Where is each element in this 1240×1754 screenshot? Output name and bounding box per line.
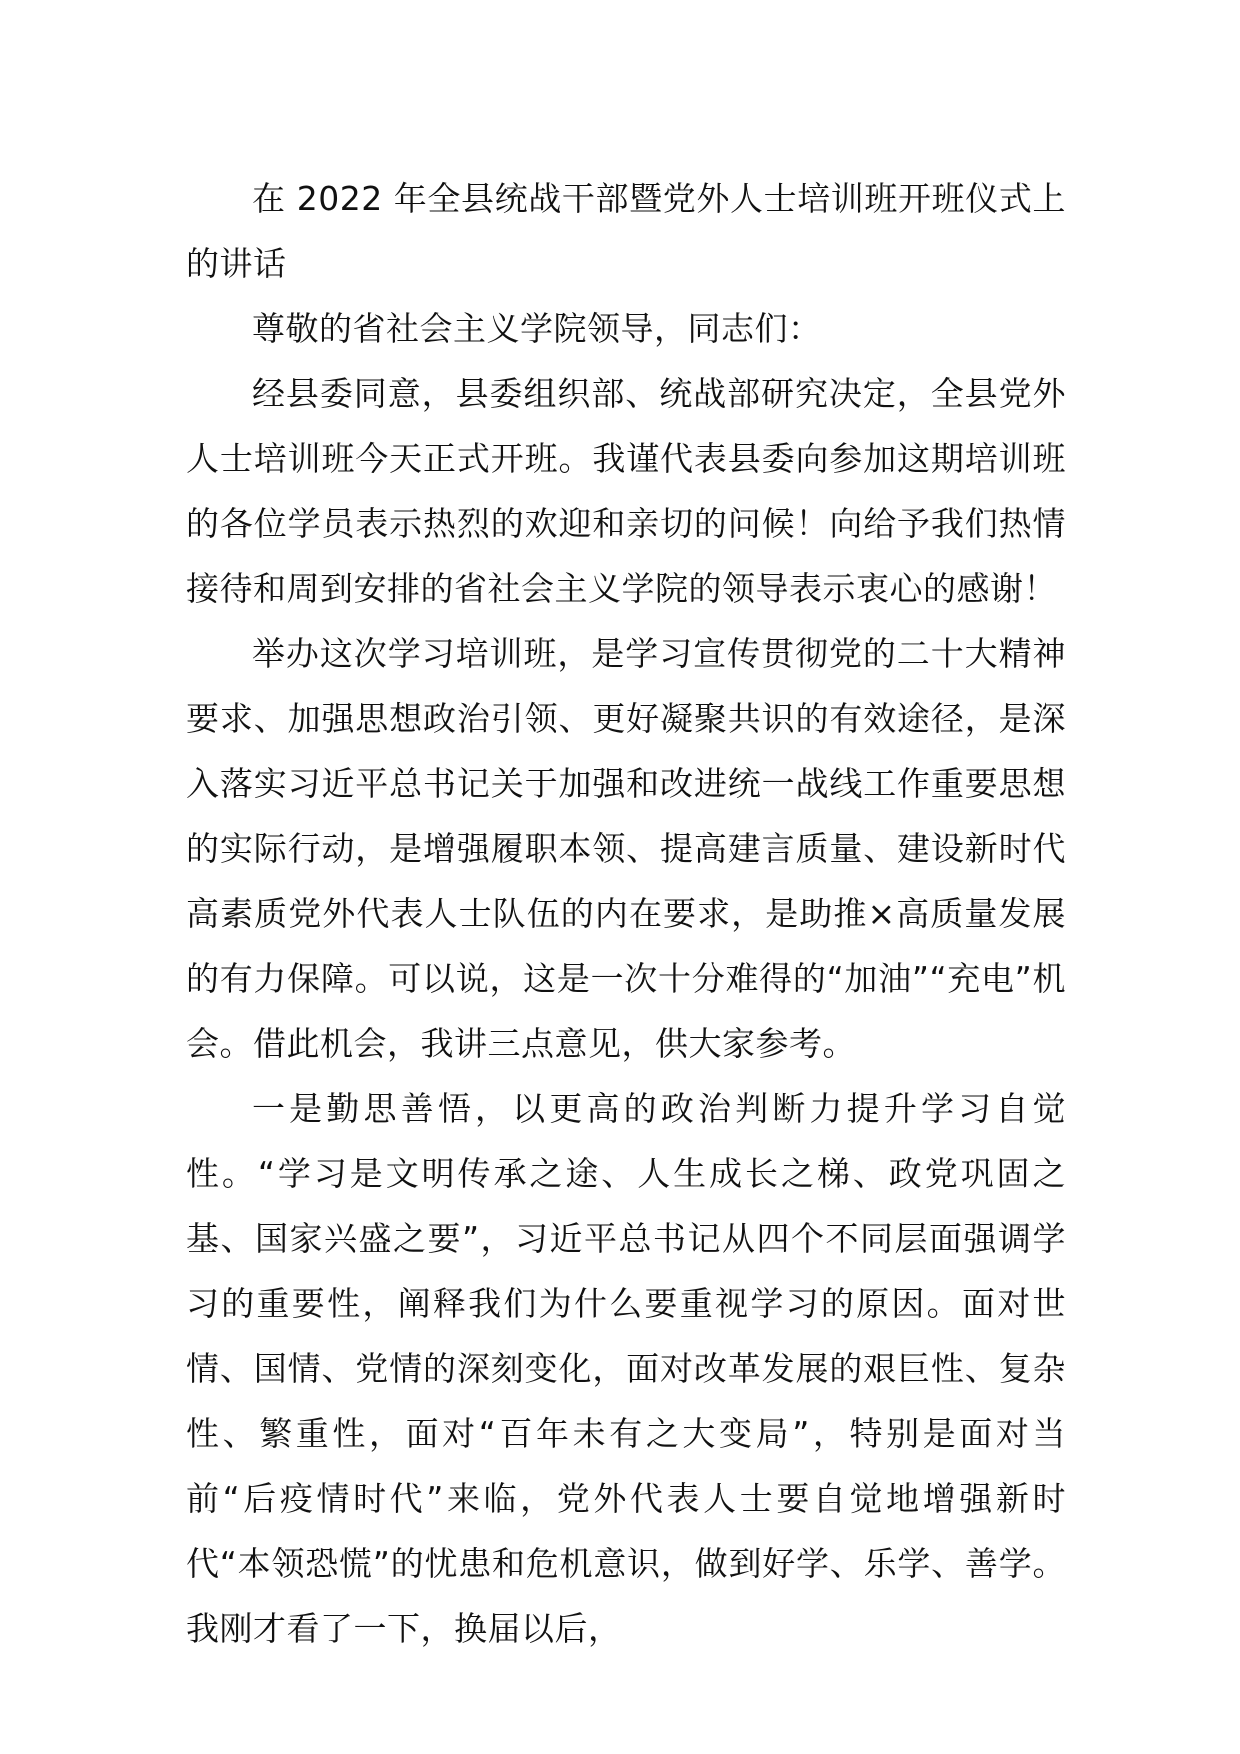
salutation: 尊敬的省社会主义学院领导，同志们：: [252, 309, 822, 348]
paragraph-point-one: 一是勤思善悟，以更高的政治判断力提升学习自觉性。“学习是文明传承之途、人生成长之梯、政党巩固之基、国家兴盛之要”，习近平总书记从四个不同层面强调学习的重要性，阐释我们为什么要重视学习的原因。面对世情、国情、党情的深刻变化，面对改革发展的艰巨性、复杂性、繁重性，面对“百年未有之大变局”，特别是面对当前“后疫情时代”来临，党外代表人士要自觉地增强新时代“本领恐慌”的忧患和危机意识，做到好学、乐学、善学。我刚才看了一下，换届以后，: [186, 1089, 1066, 1648]
speech-title: 在 2022 年全县统战干部暨党外人士培训班开班仪式上的讲话: [186, 179, 1066, 283]
paragraph-opening: 经县委同意，县委组织部、统战部研究决定，全县党外人士培训班今天正式开班。我谨代表县委向参加这期培训班的各位学员表示热烈的欢迎和亲切的问候！向给予我们热情接待和周到安排的省社会主义学院的领导表示衷心的感谢！: [186, 374, 1066, 608]
paragraph-purpose: 举办这次学习培训班，是学习宣传贯彻党的二十大精神要求、加强思想政治引领、更好凝聚共识的有效途径，是深入落实习近平总书记关于加强和改进统一战线工作重要思想的实际行动，是增强履职本领、提高建言质量、建设新时代高素质党外代表人士队伍的内在要求，是助推×高质量发展的有力保障。可以说，这是一次十分难得的“加油”“充电”机会。借此机会，我讲三点意见，供大家参考。: [186, 634, 1066, 1063]
document-body: [186, 166, 1066, 1661]
